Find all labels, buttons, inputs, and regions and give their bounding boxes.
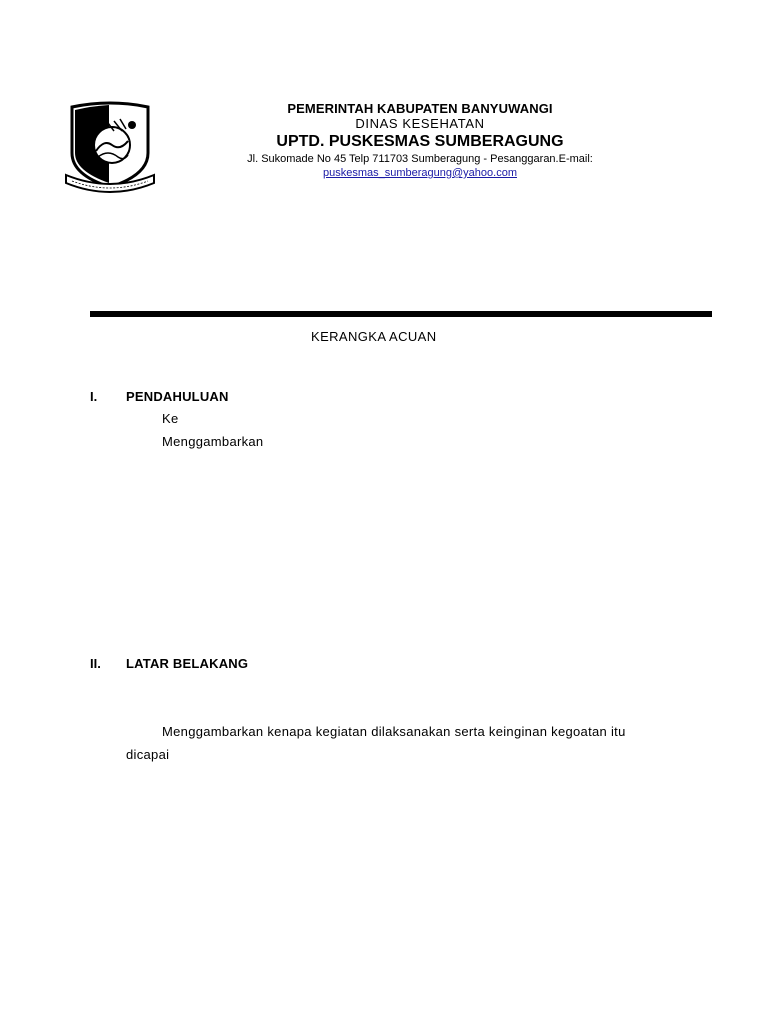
section-heading: LATAR BELAKANG xyxy=(126,656,249,671)
letterhead-divider xyxy=(90,311,712,317)
email-link[interactable]: puskesmas_sumberagung@yahoo.com xyxy=(323,167,517,179)
banyuwangi-crest-icon xyxy=(62,101,158,197)
institution-name: UPTD. PUSKESMAS SUMBERAGUNG xyxy=(276,133,564,150)
body-paragraph-line: dicapai xyxy=(126,747,170,762)
letterhead xyxy=(200,101,640,180)
body-line: Menggambarkan xyxy=(162,434,264,449)
section-heading: PENDAHULUAN xyxy=(126,389,229,404)
address-line: Jl. Sukomade No 45 Telp 711703 Sumberagung - Pesanggaran.E-mail: xyxy=(247,153,593,165)
section-number: II. xyxy=(90,656,101,671)
section-number: I. xyxy=(90,389,98,404)
body-line: Ke xyxy=(162,411,179,426)
body-paragraph-line: Menggambarkan kenapa kegiatan dilaksanakan serta keinginan kegoatan itu xyxy=(162,724,626,739)
department-name: DINAS KESEHATAN xyxy=(355,116,485,131)
government-name: PEMERINTAH KABUPATEN BANYUWANGI xyxy=(287,101,553,116)
document-title: KERANGKA ACUAN xyxy=(311,329,437,344)
